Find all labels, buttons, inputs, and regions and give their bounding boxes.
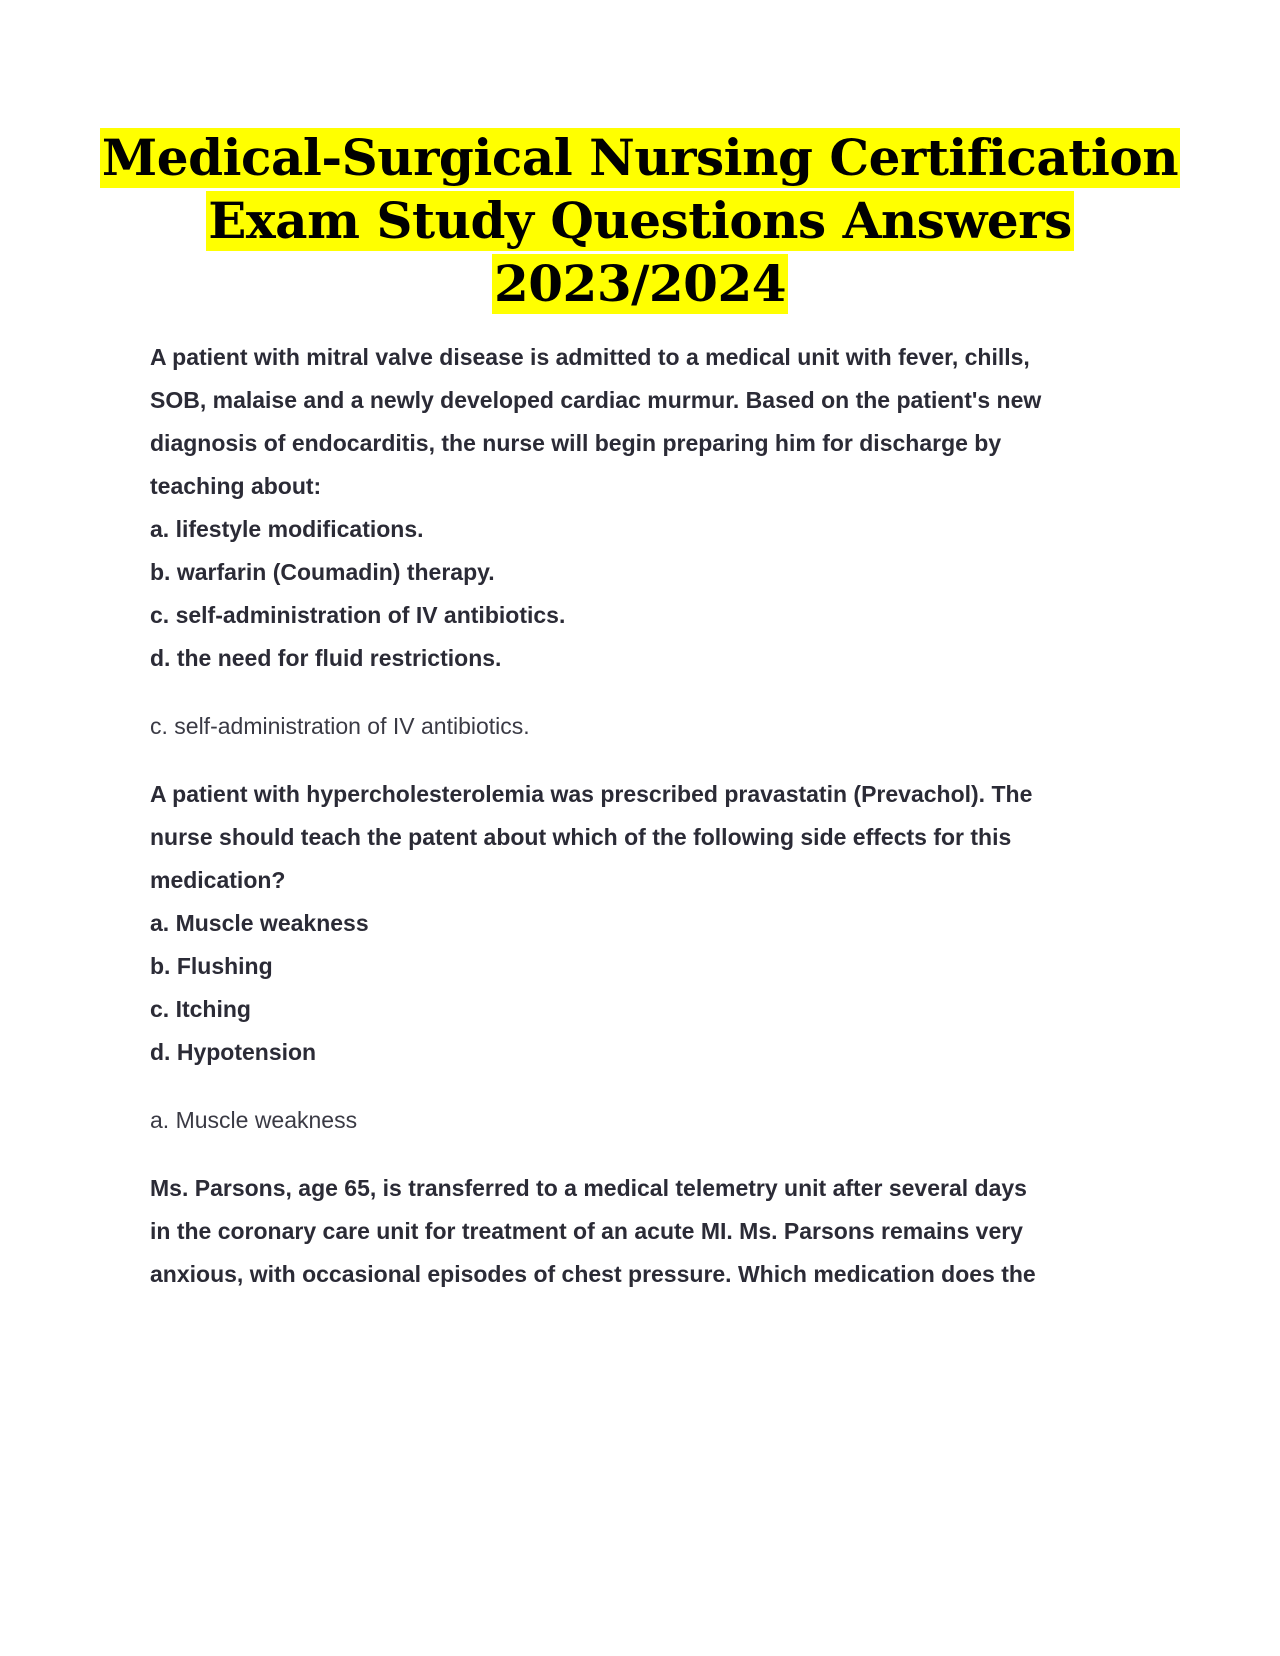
question-2 — [150, 773, 1140, 1142]
question-2-option-d: d. Hypotension — [150, 1039, 317, 1065]
question-2-option-c: c. Itching — [150, 996, 251, 1022]
question-1-option-b: b. warfarin (Coumadin) therapy. — [150, 559, 495, 585]
question-1-stem-line-2: SOB, malaise and a newly developed cardiac murmur. Based on the patient's new — [150, 387, 1042, 413]
title-line-2: Exam Study Questions Answers — [208, 191, 1072, 250]
question-1-stem-line-4: teaching about: — [150, 473, 322, 499]
question-1-stem-line-1: A patient with mitral valve disease is admitted to a medical unit with fever, chills, — [150, 344, 1030, 370]
question-1-answer: c. self-administration of IV antibiotics. — [150, 713, 530, 739]
question-1 — [150, 336, 1140, 748]
question-2-stem-line-3: medication? — [150, 867, 286, 893]
question-3 — [150, 1167, 1140, 1296]
title-line-3: 2023/2024 — [493, 254, 787, 313]
question-2-answer: a. Muscle weakness — [150, 1107, 358, 1133]
question-2-stem-line-1: A patient with hypercholesterolemia was prescribed pravastatin (Prevachol). The — [150, 781, 1033, 807]
question-3-stem-line-3: anxious, with occasional episodes of chest pressure. Which medication does the — [150, 1261, 1036, 1287]
questions-content — [150, 336, 1140, 1296]
title-line-1: Medical-Surgical Nursing Certification — [101, 128, 1179, 187]
question-1-option-d: d. the need for fluid restrictions. — [150, 645, 502, 671]
question-2-stem-line-2: nurse should teach the patent about which of the following side effects for this — [150, 824, 1012, 850]
question-2-option-a: a. Muscle weakness — [150, 910, 369, 936]
question-3-stem-line-2: in the coronary care unit for treatment of an acute MI. Ms. Parsons remains very — [150, 1218, 1023, 1244]
document-title — [0, 128, 1280, 317]
question-3-stem-line-1: Ms. Parsons, age 65, is transferred to a medical telemetry unit after several days — [150, 1175, 1027, 1201]
question-1-option-c: c. self-administration of IV antibiotics. — [150, 602, 566, 628]
question-2-option-b: b. Flushing — [150, 953, 273, 979]
question-1-option-a: a. lifestyle modifications. — [150, 516, 424, 542]
question-1-stem-line-3: diagnosis of endocarditis, the nurse will begin preparing him for discharge by — [150, 430, 1002, 456]
